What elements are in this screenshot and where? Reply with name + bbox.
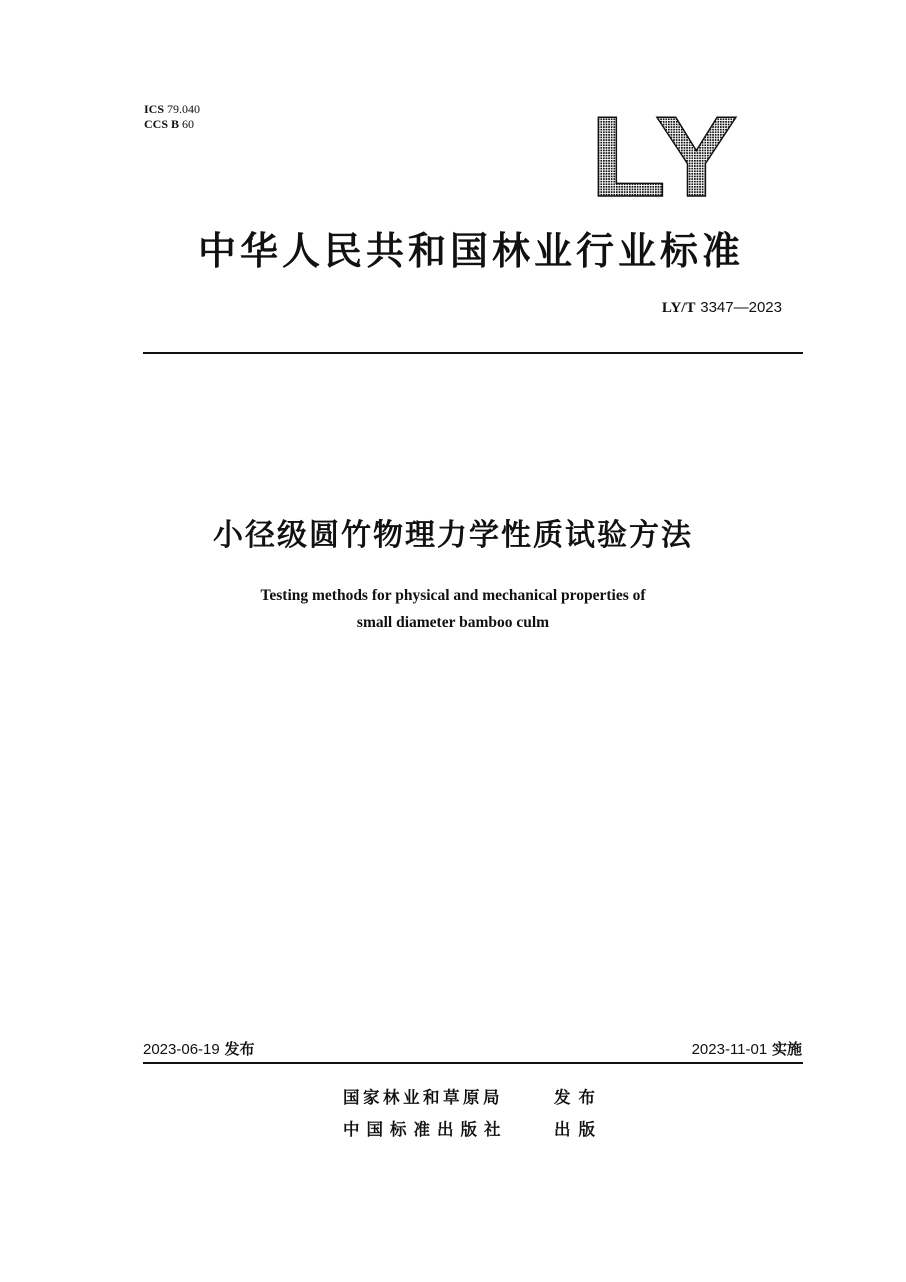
- press-name: 中国标准出版社: [343, 1120, 508, 1139]
- standard-name: 中华人民共和国林业行业标准: [197, 229, 744, 273]
- classification-codes: [144, 102, 200, 132]
- english-title-line-2: small diameter bamboo culm: [356, 614, 550, 631]
- issue-date-block: [143, 1038, 255, 1059]
- ly-logo-text: LY: [590, 108, 738, 200]
- ics-line: [144, 102, 200, 117]
- implementation-date: 2023-11-01: [691, 1041, 768, 1058]
- bottom-divider: [143, 1062, 803, 1064]
- standard-number-value: 3347—2023: [700, 299, 782, 316]
- top-divider: [143, 352, 803, 354]
- issuer-row: [343, 1084, 603, 1108]
- standard-number-prefix: LY/T: [661, 300, 696, 316]
- ccs-letter: B: [171, 117, 180, 131]
- document-title-english: [0, 582, 906, 636]
- document-title-chinese: 小径级圆竹物理力学性质试验方法: [213, 518, 693, 553]
- press-action: 出版: [554, 1120, 603, 1139]
- ccs-number: 60: [182, 117, 195, 131]
- ccs-line: [144, 117, 200, 132]
- issuer-action: 发布: [554, 1088, 603, 1107]
- issuer-name: 国家林业和草原局: [343, 1088, 503, 1107]
- issue-date: 2023-06-19: [143, 1041, 220, 1058]
- ccs-label: CCS: [144, 117, 169, 131]
- ly-logo: [590, 108, 740, 200]
- issue-label: 发布: [224, 1040, 255, 1058]
- implementation-date-block: [692, 1038, 802, 1059]
- standard-number: [662, 298, 782, 317]
- ics-code: 79.040: [167, 102, 201, 116]
- english-title-line-1: Testing methods for physical and mechanical properties of: [260, 587, 646, 604]
- ics-label: ICS: [144, 102, 165, 116]
- implementation-label: 实施: [771, 1040, 802, 1058]
- press-row: [343, 1116, 603, 1140]
